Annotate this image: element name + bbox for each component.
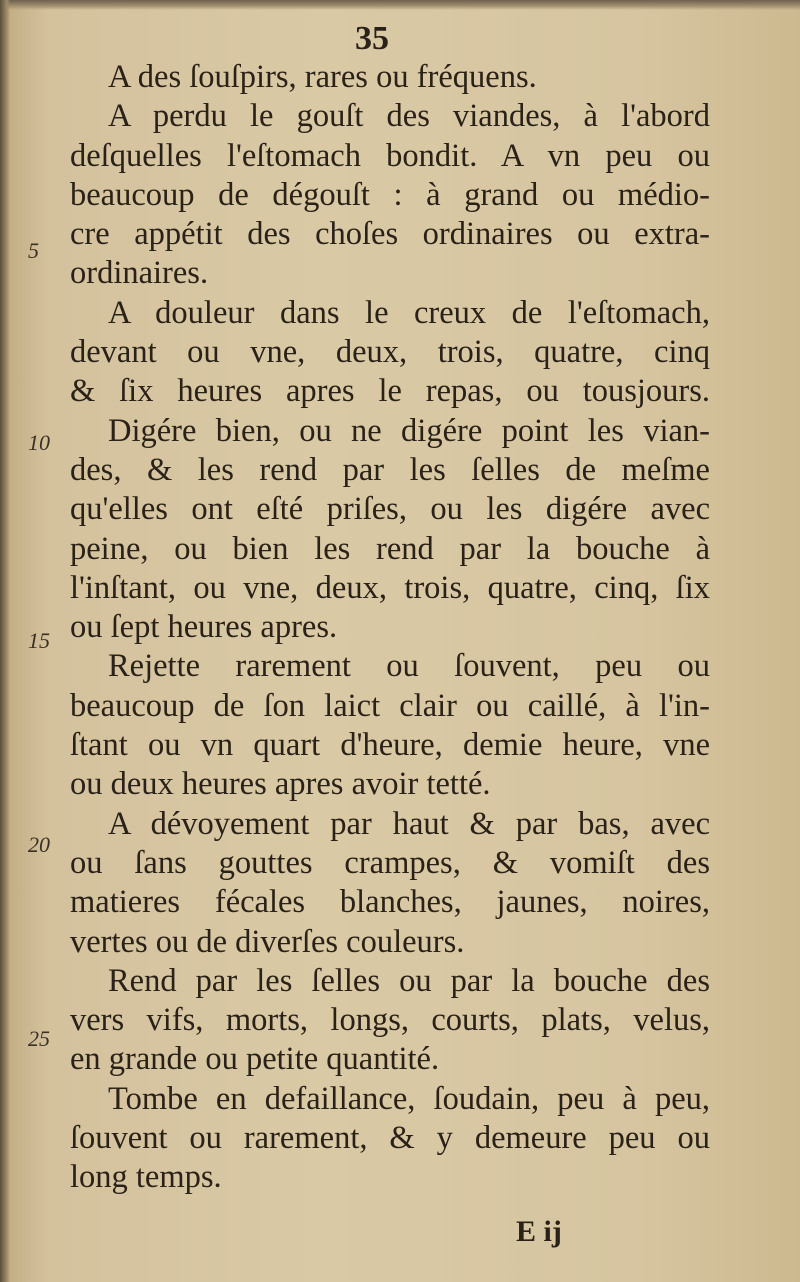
line-number-5: 5: [28, 238, 39, 263]
body-text: [70, 58, 710, 1198]
text-line: A dévoyement par haut & par bas, avec: [108, 805, 710, 842]
text-line: ſtant ou vn quart d'heure, demie heure, vne: [70, 727, 710, 764]
page-number: 35: [355, 20, 389, 57]
text-line: & ſix heures apres le repas, ou tousjours.: [70, 373, 710, 410]
line-number-20: 20: [28, 832, 50, 857]
text-line: ou ſans gouttes crampes, & vomiſt des: [70, 844, 710, 881]
text-line: A des ſouſpirs, rares ou fréquens.: [108, 59, 537, 95]
text-line: ordinaires.: [70, 255, 209, 292]
text-line: Digére bien, ou ne digére point les vian-: [108, 412, 710, 449]
text-line: en grande ou petite quantité.: [70, 1041, 440, 1078]
text-line: Rejette rarement ou ſouvent, peu ou: [108, 648, 710, 685]
text-line: peine, ou bien les rend par la bouche à: [70, 530, 710, 567]
line-number-25: 25: [28, 1026, 50, 1051]
text-line: vers vifs, morts, longs, courts, plats, velus,: [70, 1002, 710, 1039]
text-line: qu'elles ont eſté priſes, ou les digére avec: [70, 491, 710, 528]
text-line: A douleur dans le creux de l'eſtomach,: [108, 294, 710, 331]
line-number-10: 10: [28, 430, 50, 455]
text-line: devant ou vne, deux, trois, quatre, cinq: [70, 334, 710, 371]
text-line: vertes ou de diverſes couleurs.: [70, 923, 465, 960]
text-line: A perdu le gouſt des viandes, à l'abord: [108, 98, 710, 135]
line-number-15: 15: [28, 628, 50, 653]
text-line: matieres fécales blanches, jaunes, noires,: [70, 884, 710, 921]
text-line: cre appétit des choſes ordinaires ou extra-: [70, 216, 710, 253]
text-line: l'inſtant, ou vne, deux, trois, quatre, cinq, ſix: [70, 569, 710, 606]
text-line: long temps.: [70, 1159, 222, 1196]
signature-mark: E ij: [516, 1215, 562, 1248]
text-line: Tombe en defaillance, ſoudain, peu à peu,: [108, 1080, 710, 1117]
text-line: ou ſept heures apres.: [70, 609, 338, 646]
text-line: deſquelles l'eſtomach bondit. A vn peu ou: [70, 137, 710, 174]
text-line: des, & les rend par les ſelles de meſme: [70, 451, 710, 488]
page-top-edge: [0, 0, 800, 10]
text-line: beaucoup de dégouſt : à grand ou médio-: [70, 176, 710, 213]
text-line: ſouvent ou rarement, & y demeure peu ou: [70, 1120, 710, 1157]
text-line: Rend par les ſelles ou par la bouche des: [108, 962, 710, 999]
page-binding-edge: [0, 0, 10, 1282]
text-line: beaucoup de ſon laict clair ou caillé, à l'in-: [70, 687, 710, 724]
text-line: ou deux heures apres avoir tetté.: [70, 766, 491, 803]
